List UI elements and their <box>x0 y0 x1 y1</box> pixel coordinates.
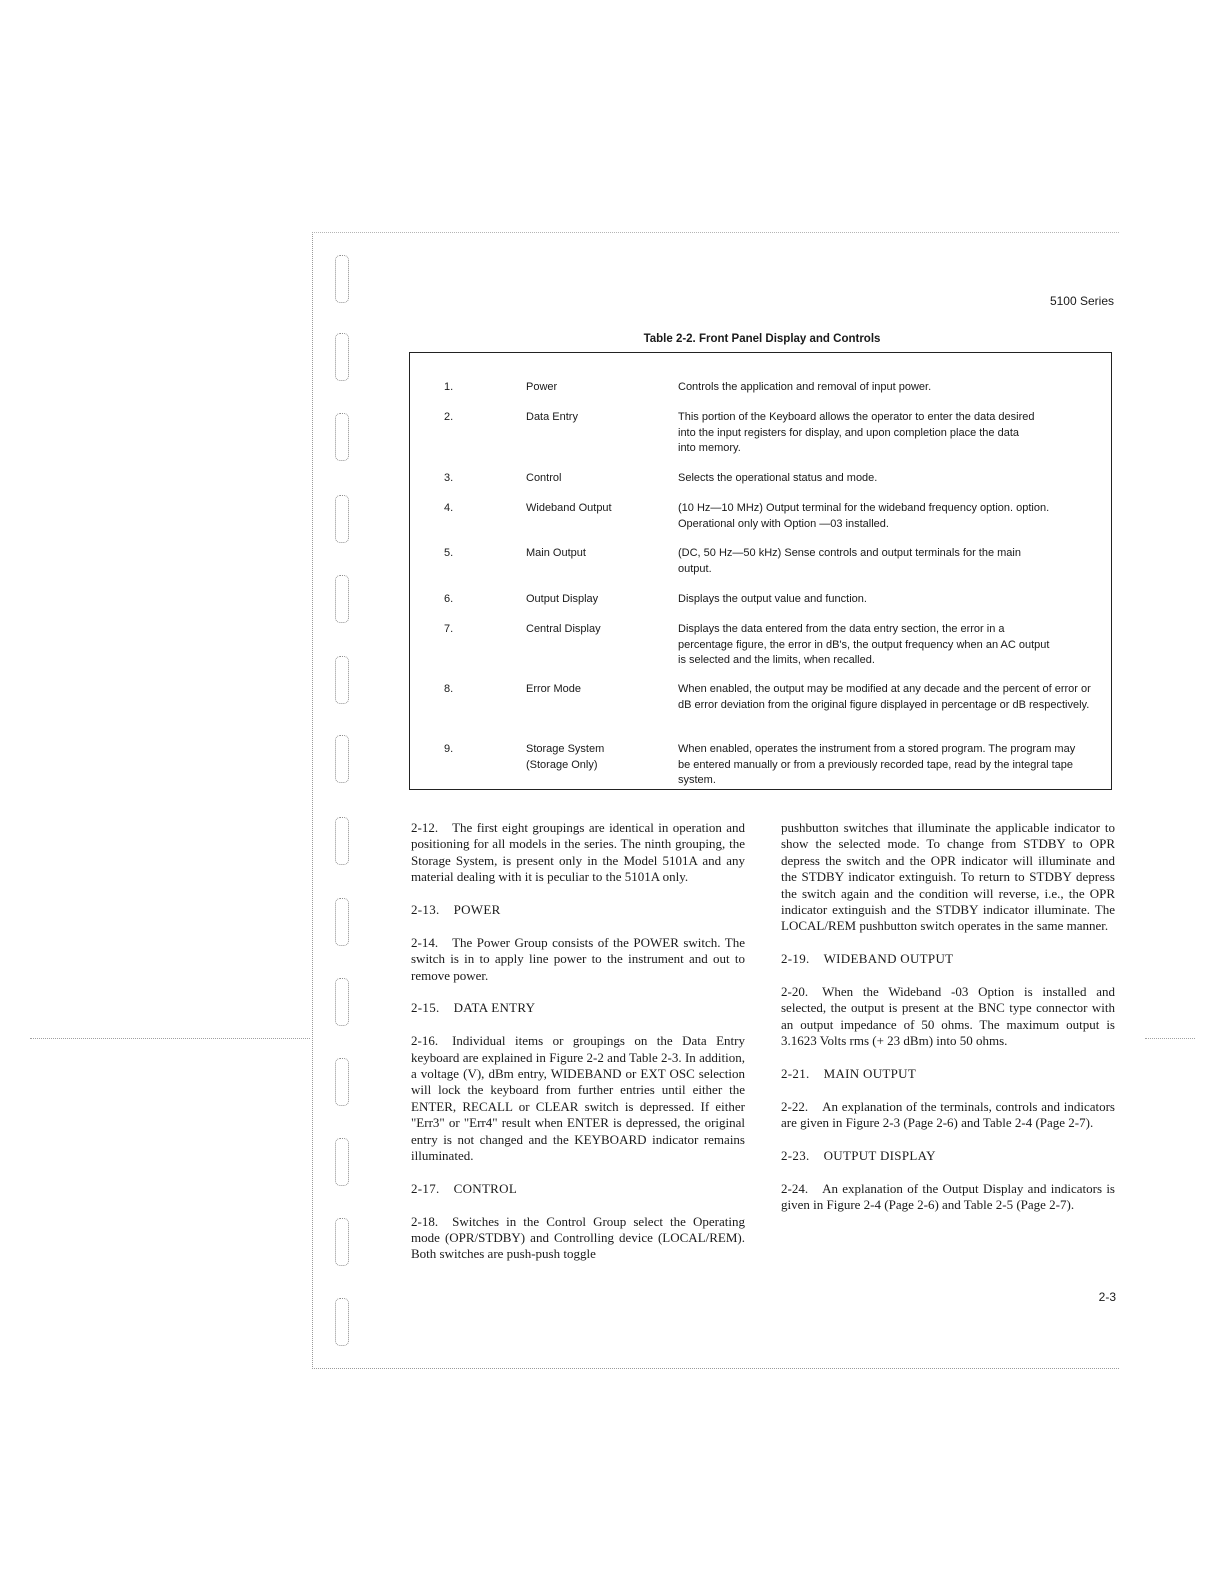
row-description: This portion of the Keyboard allows the operator to enter the data desired into the input registers for display, and upon completion place the data into memory. <box>678 411 1035 454</box>
right-column <box>781 820 1115 1230</box>
row-description: Controls the application and removal of input power. <box>678 381 932 393</box>
paragraph-number: 2-12. <box>411 820 439 835</box>
paragraph-text: pushbutton switches that illuminate the applicable indicator to show the selected mode. To change from STDBY to OPR depress the switch and the OPR indicator will illuminate and the STDBY indicator extinguish. To return to STDBY depress the switch again and the condition will reverse, i.e., the OPR indicator extinguish and the STDBY indicator illuminate. The LOCAL/REM pushbutton switch operates in the same manner. <box>781 820 1115 934</box>
row-description: (DC, 50 Hz—50 kHz) Sense controls and output terminals for the main output. <box>678 547 1021 575</box>
binder-hole <box>335 495 349 543</box>
paragraph-text: The first eight groupings are identical in operation and positioning for all models in the series. The ninth grouping, the Storage System, is present only in the Model 5101A and any material dealing with it is peculiar to the 5101A only. <box>411 820 745 885</box>
controls-table <box>409 352 1112 790</box>
heading-text: WIDEBAND OUTPUT <box>823 951 954 967</box>
section-heading <box>411 902 745 918</box>
row-name: Storage System (Storage Only) <box>526 743 605 771</box>
row-name: Error Mode <box>526 683 582 695</box>
heading-text: MAIN OUTPUT <box>823 1066 917 1082</box>
paragraph-text: An explanation of the terminals, controls and indicators are given in Figure 2-3 (Page 2-6) and Table 2-4 (Page 2-7). <box>781 1098 1115 1131</box>
row-number: 4. <box>444 502 454 514</box>
binder-hole <box>335 255 349 303</box>
row-number: 7. <box>444 623 454 635</box>
paragraph-text: Switches in the Control Group select the Operating mode (OPR/STDBY) and Controlling device (LOCAL/REM). Both switches are push-push toggle <box>411 1213 745 1262</box>
row-number: 5. <box>444 547 454 559</box>
binder-hole <box>335 1138 349 1186</box>
paragraph <box>411 935 745 984</box>
page-number: 2-3 <box>1098 1290 1116 1304</box>
binder-hole <box>335 817 349 865</box>
paragraph-number: 2-21. <box>781 1066 810 1082</box>
paragraph <box>781 820 1115 935</box>
paragraph-number: 2-17. <box>411 1180 440 1196</box>
paragraph-number: 2-16. <box>411 1033 439 1049</box>
paragraph <box>781 984 1115 1050</box>
row-number: 9. <box>444 743 454 755</box>
paragraph-text: The Power Group consists of the POWER switch. The switch is in to apply line power to the instrument and out to remove power. <box>411 934 745 983</box>
row-name: Central Display <box>526 623 601 635</box>
row-description: When enabled, operates the instrument from a stored program. The program may be entered manually or from a previously recorded tape, read by the integral tape system. <box>678 743 1076 786</box>
row-name: Power <box>526 381 558 393</box>
binder-hole <box>335 1218 349 1266</box>
row-number: 8. <box>444 683 454 695</box>
row-name: Wideband Output <box>526 502 612 514</box>
row-description: (10 Hz—10 MHz) Output terminal for the wideband frequency option. option. Operational only with Option —03 installed. <box>678 502 1050 530</box>
paragraph <box>781 1181 1115 1214</box>
paragraph-number: 2-14. <box>411 934 439 950</box>
paragraph-text: Individual items or groupings on the Data Entry keyboard are explained in Figure 2-2 and Table 2-3. In addition, a voltage (V), dBm entry, WIDEBAND or EXT OSC selection will lock the keyboard from further entries until either the ENTER, RECALL or CLEAR switch is depressed. If either "Err3" or "Err4" result when ENTER is depressed, the original entry is not changed and the KEYBOARD indicator remains illuminated. <box>411 1033 745 1164</box>
binder-hole <box>335 333 349 381</box>
paragraph-number: 2-24. <box>781 1180 809 1196</box>
row-description: When enabled, the output may be modified at any decade and the percent of error or dB error deviation from the original figure displayed in percentage or dB respectively. <box>678 683 1091 711</box>
paragraph-number: 2-22. <box>781 1098 809 1114</box>
row-name: Main Output <box>526 547 586 559</box>
section-heading <box>411 1000 745 1016</box>
row-name: Output Display <box>526 593 599 605</box>
binder-hole <box>335 1298 349 1346</box>
paragraph-number: 2-15. <box>411 1000 440 1016</box>
row-description: Displays the data entered from the data entry section, the error in a percentage figure, the error in dB's, the output frequency when an AC output is selected and the limits, when recalled. <box>678 623 1050 666</box>
paragraph-number: 2-13. <box>411 902 440 918</box>
paragraph <box>411 1033 745 1164</box>
row-number: 6. <box>444 593 454 605</box>
paragraph-number: 2-19. <box>781 951 810 967</box>
binder-hole <box>335 978 349 1026</box>
binder-hole <box>335 575 349 623</box>
row-number: 1. <box>444 381 454 393</box>
row-name: Data Entry <box>526 411 578 423</box>
paragraph-number: 2-23. <box>781 1148 810 1164</box>
heading-text: CONTROL <box>453 1180 518 1196</box>
binder-hole <box>335 413 349 461</box>
binder-hole <box>335 735 349 783</box>
paragraph-number: 2-20. <box>781 984 809 1000</box>
scan-edge-line <box>1145 1038 1195 1039</box>
heading-text: OUTPUT DISPLAY <box>823 1148 936 1164</box>
table-caption: Table 2-2. Front Panel Display and Controls <box>643 333 881 345</box>
section-heading <box>411 1181 745 1197</box>
paragraph-number: 2-18. <box>411 1213 439 1229</box>
paragraph-text: When the Wideband -03 Option is installed and selected, the output is present at the BNC type connector with an output impedance of 50 ohms. The maximum output is 3.1623 Volts rms (+ 23 dBm) into 50 ohms. <box>781 984 1115 1049</box>
binder-hole <box>335 656 349 704</box>
scan-edge-line <box>30 1038 310 1039</box>
series-header: 5100 Series <box>1049 294 1114 308</box>
row-number: 2. <box>444 411 454 423</box>
paragraph <box>781 1099 1115 1132</box>
row-number: 3. <box>444 472 454 484</box>
row-description: Displays the output value and function. <box>678 593 867 605</box>
paragraph-text: An explanation of the Output Display and indicators is given in Figure 2-4 (Page 2-6) and Table 2-5 (Page 2-7). <box>781 1180 1115 1213</box>
heading-text: DATA ENTRY <box>453 1000 536 1016</box>
heading-text: POWER <box>453 902 501 918</box>
paragraph <box>411 1214 745 1263</box>
binder-hole <box>335 1058 349 1106</box>
row-description: Selects the operational status and mode. <box>678 472 878 484</box>
paragraph <box>411 820 745 886</box>
binder-hole <box>335 898 349 946</box>
section-heading <box>781 951 1115 967</box>
row-name: Control <box>526 472 562 484</box>
section-heading <box>781 1066 1115 1082</box>
left-column <box>411 820 745 1279</box>
section-heading <box>781 1148 1115 1164</box>
